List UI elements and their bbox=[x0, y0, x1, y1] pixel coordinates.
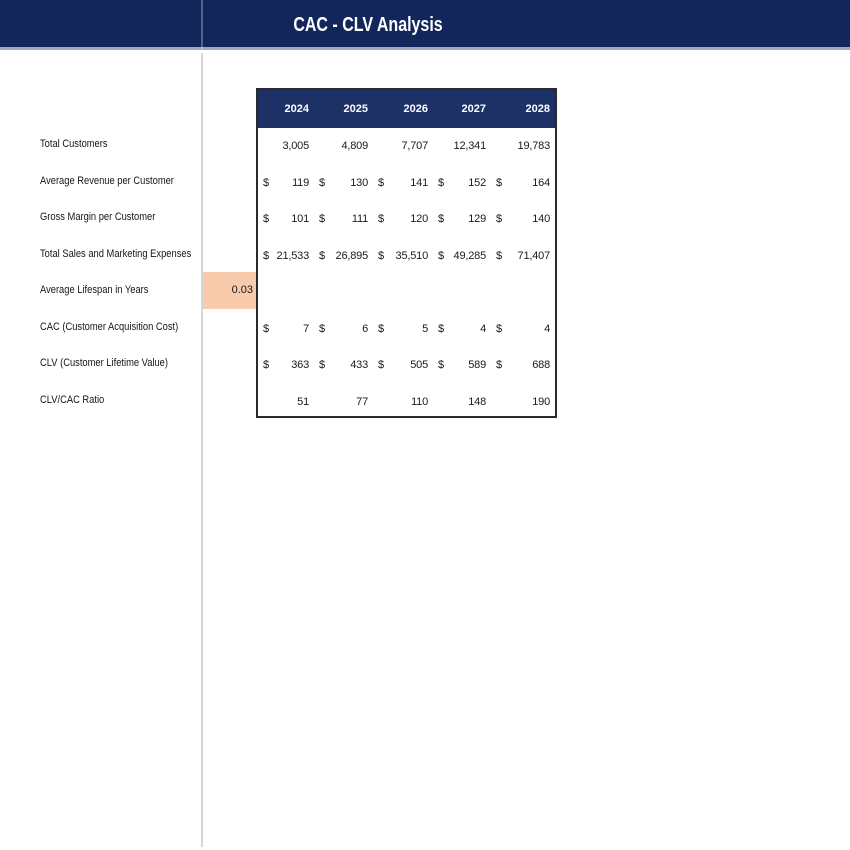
table-cell-gross-margin-2025[interactable]: $ 111 bbox=[319, 213, 368, 226]
currency-symbol: $ bbox=[496, 213, 503, 226]
table-cell-lifespan-2025-empty[interactable] bbox=[314, 274, 373, 311]
average-lifespan-input-cell[interactable]: 0.03 bbox=[203, 272, 256, 309]
table-cell-avg-revenue-2028[interactable]: $ 164 bbox=[496, 176, 550, 189]
year-header-2024: 2024 bbox=[258, 90, 314, 128]
row-label-clv: CLV (Customer Lifetime Value) bbox=[40, 357, 169, 370]
table-cell-ratio-2024[interactable]: 51 bbox=[297, 395, 309, 408]
table-cell-cac-2025[interactable]: $ 6 bbox=[319, 322, 368, 335]
table-cell-total-customers-2026[interactable]: 7,707 bbox=[401, 140, 428, 153]
year-header-2027: 2027 bbox=[433, 90, 491, 128]
row-label-average-revenue: Average Revenue per Customer bbox=[40, 174, 174, 187]
year-header-2026: 2026 bbox=[373, 90, 433, 128]
currency-symbol: $ bbox=[263, 176, 270, 189]
table-cell-lifespan-2026-empty[interactable] bbox=[373, 274, 433, 311]
table-cell-clv-2025[interactable]: $ 433 bbox=[319, 359, 368, 372]
year-header-2025: 2025 bbox=[314, 90, 373, 128]
cac-clv-table bbox=[256, 88, 557, 418]
currency-symbol: $ bbox=[319, 322, 326, 335]
table-cell-ratio-2027[interactable]: 148 bbox=[468, 395, 486, 408]
table-cell-cac-2024[interactable]: $ 7 bbox=[263, 322, 309, 335]
table-cell-gross-margin-2024[interactable]: $ 101 bbox=[263, 213, 309, 226]
currency-symbol: $ bbox=[438, 359, 445, 372]
table-cell-ratio-2025[interactable]: 77 bbox=[356, 395, 368, 408]
table-cell-clv-2024[interactable]: $ 363 bbox=[263, 359, 309, 372]
table-cell-clv-2026[interactable]: $ 505 bbox=[378, 359, 428, 372]
table-cell-ratio-2026[interactable]: 110 bbox=[411, 395, 428, 408]
table-cell-total-customers-2027[interactable]: 12,341 bbox=[453, 140, 486, 153]
currency-symbol: $ bbox=[496, 176, 503, 189]
row-label-cac: CAC (Customer Acquisition Cost) bbox=[40, 320, 179, 333]
title-bar bbox=[0, 0, 850, 50]
column-gridline-over-titlebar bbox=[201, 0, 203, 53]
year-header-2028: 2028 bbox=[491, 90, 555, 128]
currency-symbol: $ bbox=[263, 322, 270, 335]
table-cell-total-customers-2024[interactable]: 3,005 bbox=[282, 140, 309, 153]
table-cell-lifespan-2027-empty[interactable] bbox=[433, 274, 491, 311]
currency-symbol: $ bbox=[378, 359, 385, 372]
table-cell-avg-revenue-2025[interactable]: $ 130 bbox=[319, 176, 368, 189]
table-cell-lifespan-2024-empty[interactable] bbox=[258, 274, 314, 311]
table-cell-gross-margin-2026[interactable]: $ 120 bbox=[378, 213, 428, 226]
currency-symbol: $ bbox=[496, 249, 503, 262]
table-cell-cac-2026[interactable]: $ 5 bbox=[378, 322, 428, 335]
table-cell-cac-2028[interactable]: $ 4 bbox=[496, 322, 550, 335]
row-label-gross-margin: Gross Margin per Customer bbox=[40, 211, 156, 224]
currency-symbol: $ bbox=[438, 176, 445, 189]
table-cell-clv-2027[interactable]: $ 589 bbox=[438, 359, 486, 372]
row-labels-column bbox=[40, 88, 255, 418]
currency-symbol: $ bbox=[319, 359, 326, 372]
table-cell-gross-margin-2028[interactable]: $ 140 bbox=[496, 213, 550, 226]
currency-symbol: $ bbox=[438, 322, 445, 335]
currency-symbol: $ bbox=[378, 249, 385, 262]
table-cell-total-customers-2028[interactable]: 19,783 bbox=[517, 140, 550, 153]
currency-symbol: $ bbox=[319, 249, 326, 262]
row-label-clv-cac-ratio: CLV/CAC Ratio bbox=[40, 393, 105, 406]
currency-symbol: $ bbox=[378, 322, 385, 335]
row-label-average-lifespan: Average Lifespan in Years bbox=[40, 284, 149, 297]
currency-symbol: $ bbox=[496, 322, 503, 335]
table-cell-total-customers-2025[interactable]: 4,809 bbox=[341, 140, 368, 153]
row-label-total-customers: Total Customers bbox=[40, 138, 108, 151]
table-cell-lifespan-2028-empty[interactable] bbox=[491, 274, 555, 311]
currency-symbol: $ bbox=[319, 213, 326, 226]
table-cell-avg-revenue-2024[interactable]: $ 119 bbox=[263, 176, 309, 189]
row-label-sales-marketing-expenses: Total Sales and Marketing Expenses bbox=[40, 247, 192, 260]
currency-symbol: $ bbox=[378, 176, 385, 189]
currency-symbol: $ bbox=[263, 213, 270, 226]
currency-symbol: $ bbox=[263, 249, 270, 262]
page-title: CAC - CLV Analysis bbox=[293, 13, 443, 36]
table-cell-cac-2027[interactable]: $ 4 bbox=[438, 322, 486, 335]
table-cell-sm-expenses-2028[interactable]: $ 71,407 bbox=[496, 249, 550, 262]
table-cell-avg-revenue-2027[interactable]: $ 152 bbox=[438, 176, 486, 189]
currency-symbol: $ bbox=[438, 249, 445, 262]
table-cell-sm-expenses-2027[interactable]: $ 49,285 bbox=[438, 249, 486, 262]
table-cell-clv-2028[interactable]: $ 688 bbox=[496, 359, 550, 372]
table-cell-gross-margin-2027[interactable]: $ 129 bbox=[438, 213, 486, 226]
table-cell-sm-expenses-2025[interactable]: $ 26,895 bbox=[319, 249, 368, 262]
table-cell-ratio-2028[interactable]: 190 bbox=[532, 395, 550, 408]
table-cell-sm-expenses-2024[interactable]: $ 21,533 bbox=[263, 249, 309, 262]
currency-symbol: $ bbox=[319, 176, 326, 189]
labels-header-spacer bbox=[40, 88, 255, 126]
table-cell-avg-revenue-2026[interactable]: $ 141 bbox=[378, 176, 428, 189]
currency-symbol: $ bbox=[438, 213, 445, 226]
currency-symbol: $ bbox=[496, 359, 503, 372]
table-cell-sm-expenses-2026[interactable]: $ 35,510 bbox=[378, 249, 428, 262]
currency-symbol: $ bbox=[263, 359, 270, 372]
currency-symbol: $ bbox=[378, 213, 385, 226]
